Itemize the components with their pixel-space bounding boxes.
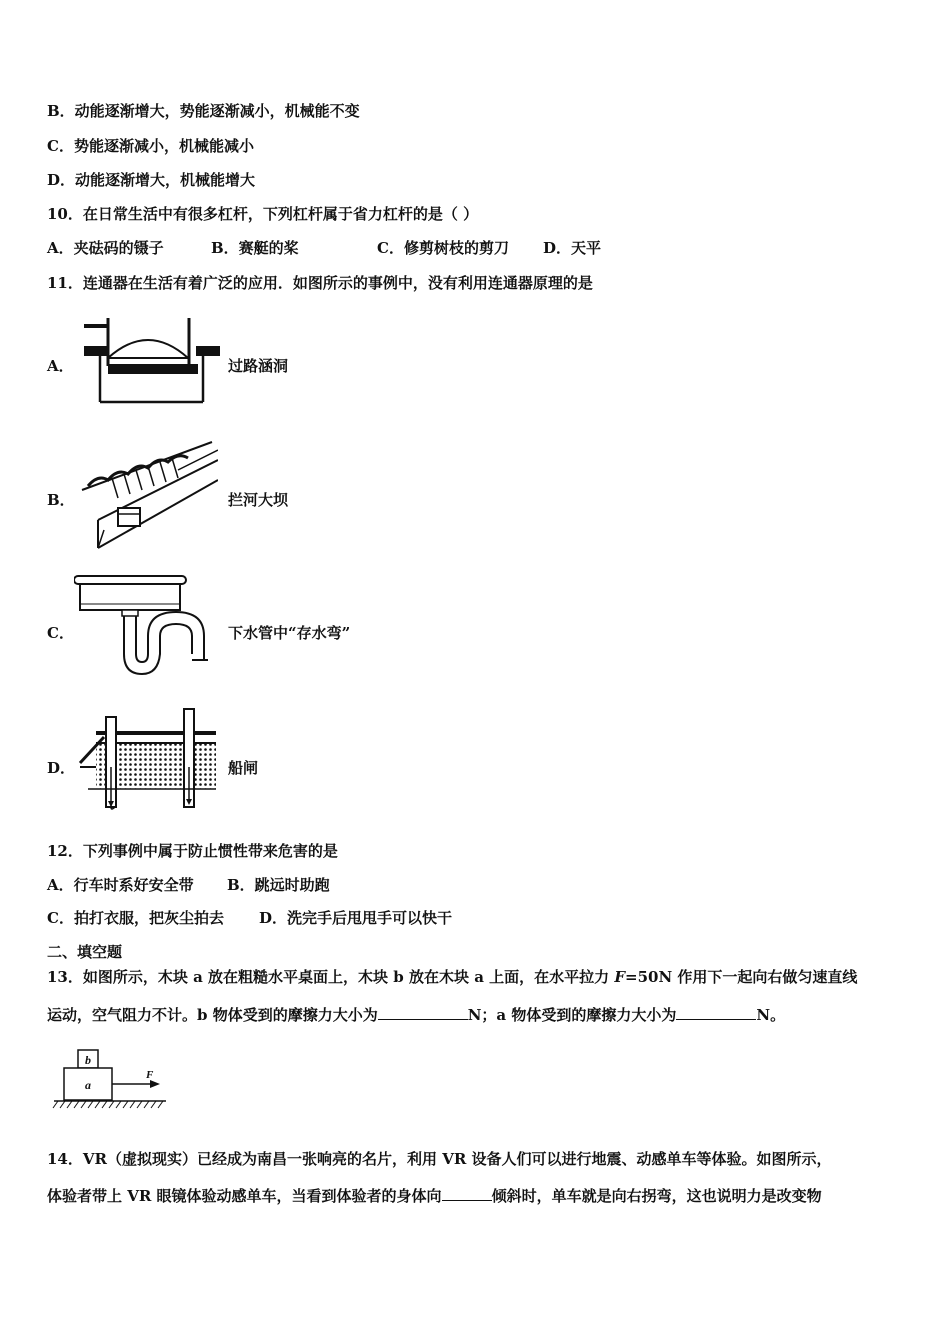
q11-option-a-letter: A． (47, 357, 74, 375)
sink-trap-caption: 下水管中“存水弯” (228, 624, 351, 642)
q11-stem: 11．连通器在生活有着广泛的应用．如图所示的事例中，没有利用连通器原理的是 (47, 274, 593, 292)
q14-line2-part1: 体验者带上 VR 眼镜体验动感单车，当看到体验者的身体向 (47, 1187, 442, 1205)
option-c-prev: C．势能逐渐减小，机械能减小 (47, 137, 254, 155)
q13-stem-line2 (47, 1005, 785, 1025)
q13-stem-line1 (47, 967, 857, 987)
q12-stem: 12．下列事例中属于防止惯性带来危害的是 (47, 842, 338, 860)
q10-option-b: B．赛艇的桨 (211, 239, 299, 257)
sink-trap-figure (74, 574, 220, 682)
q14-blank[interactable] (442, 1186, 492, 1201)
section-title: 二、填空题 (47, 943, 123, 961)
q13-line2-part2: N；a 物体受到的摩擦力大小为 (467, 1006, 677, 1024)
blocks-figure (52, 1046, 168, 1114)
q11-option-c-letter: C． (47, 624, 74, 642)
q12-option-d: D．洗完手后甩甩手可以快干 (259, 909, 453, 927)
q13-line2-part3: N。 (756, 1006, 786, 1024)
ship-lock-caption: 船闸 (228, 759, 259, 777)
q13-stem-part2: =50N 作用下一起向右做匀速直线 (625, 968, 858, 986)
block-a-label: a (85, 1078, 91, 1092)
dam-caption: 拦河大坝 (228, 491, 289, 509)
force-label: F (146, 1069, 154, 1081)
q10-option-a: A．夹砝码的镊子 (47, 239, 164, 257)
ship-lock-figure (78, 707, 220, 817)
q12-option-b: B．跳远时助跑 (227, 876, 330, 894)
q13-blank-b[interactable] (378, 1005, 468, 1020)
q10-options (47, 238, 601, 258)
q11-option-d-letter: D． (47, 759, 76, 777)
culvert-figure (84, 316, 224, 408)
q13-blank-a[interactable] (676, 1005, 756, 1020)
dam-figure (78, 440, 218, 552)
q13-line2-part1: 运动，空气阻力不计。b 物体受到的摩擦力大小为 (47, 1006, 378, 1024)
block-b-label: b (85, 1053, 91, 1067)
q12-options-line1 (47, 875, 330, 895)
q10-stem: 10．在日常生活中有很多杠杆，下列杠杆属于省力杠杆的是（ ） (47, 205, 479, 223)
option-d-prev: D．动能逐渐增大，机械能增大 (47, 171, 256, 189)
q14-line2 (47, 1186, 822, 1206)
option-b-prev: B．动能逐渐增大，势能逐渐减小，机械能不变 (47, 102, 360, 120)
q12-options-line2 (47, 908, 452, 928)
q12-option-c: C．拍打衣服，把灰尘拍去 (47, 909, 224, 927)
q13-force-symbol: F (614, 968, 626, 986)
q11-option-b-letter: B． (47, 491, 75, 509)
q14-line1: 14．VR（虚拟现实）已经成为南昌一张响亮的名片，利用 VR 设备人们可以进行地震、动感单车等体验。如图所示， (47, 1150, 832, 1168)
culvert-caption: 过路涵洞 (228, 357, 289, 375)
q10-option-c: C．修剪树枝的剪刀 (377, 239, 509, 257)
q12-option-a: A．行车时系好安全带 (47, 876, 194, 894)
q13-stem-part1: 13．如图所示，木块 a 放在粗糙水平桌面上，木块 b 放在木块 a 上面，在水平拉力 (47, 968, 615, 986)
q14-line2-part2: 倾斜时，单车就是向右拐弯，这也说明力是改变物 (491, 1187, 822, 1205)
q10-option-d: D．天平 (543, 239, 602, 257)
